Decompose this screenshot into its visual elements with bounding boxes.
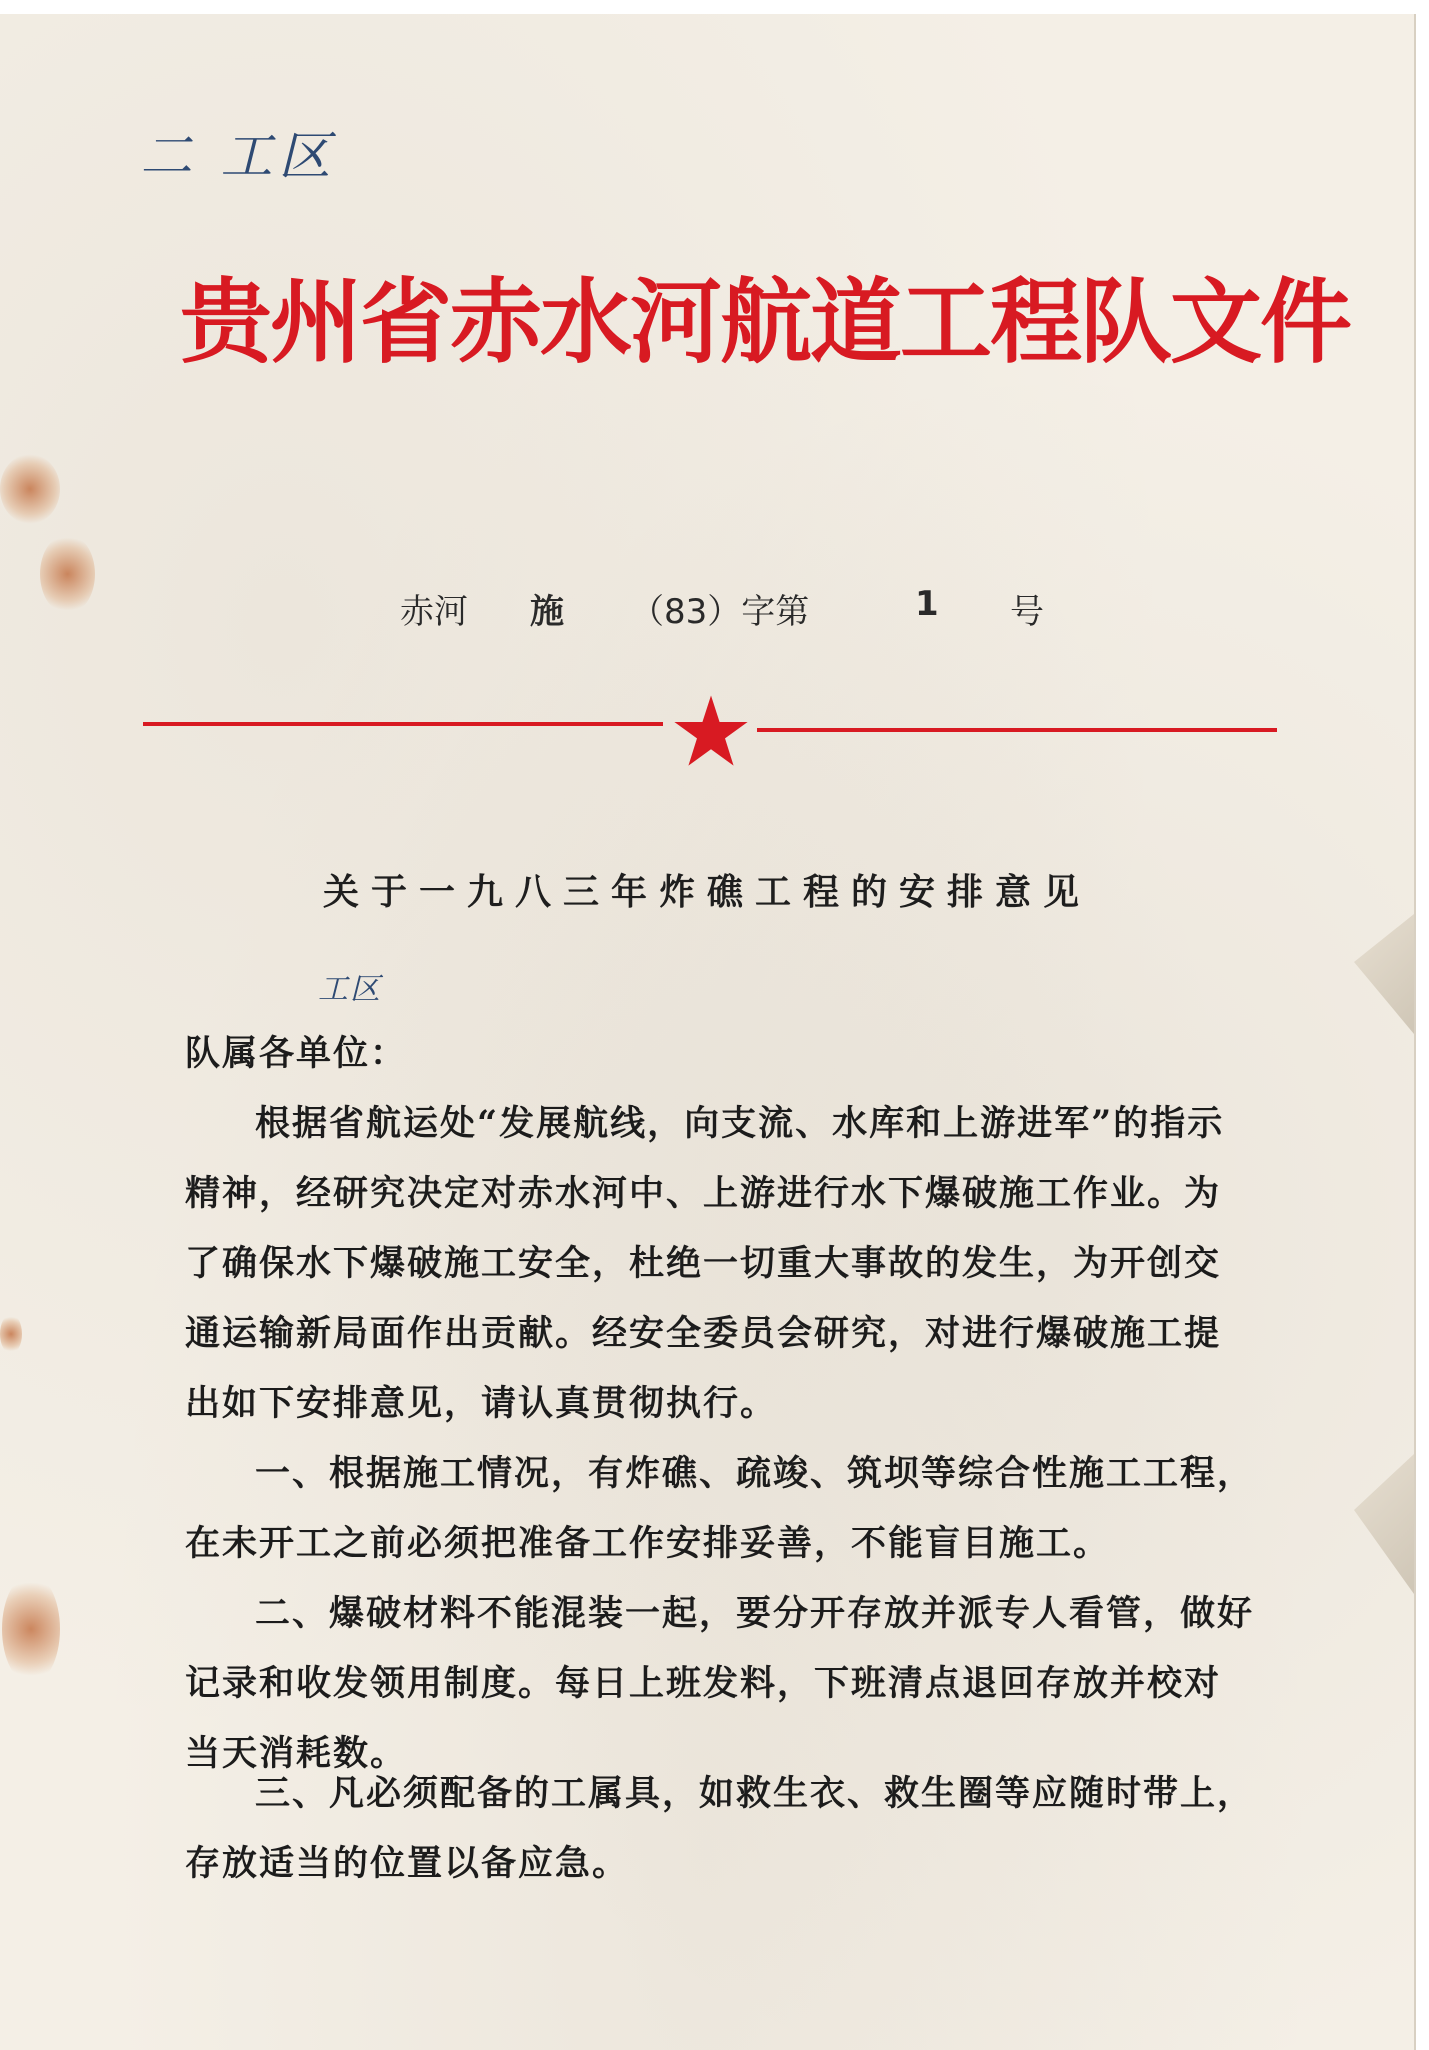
folded-corner — [1354, 914, 1414, 1034]
stain-mark — [2, 1574, 60, 1684]
red-divider-right — [757, 728, 1277, 732]
subject-heading: 关于一九八三年炸礁工程的安排意见 — [322, 871, 1091, 913]
doc-number-prefix: 赤河 — [400, 592, 468, 632]
salutation: 队属各单位： — [185, 1033, 408, 1074]
body-paragraph: 二、爆破材料不能混装一起，要分开存放并派专人看管，做好记录和收发领用制度。每日上班发料，下班清点退回存放并校对当天消耗数。 — [185, 1593, 1255, 1774]
doc-number-year: （83）字第 — [630, 592, 810, 632]
doc-number-dept: 施 — [530, 592, 564, 632]
handwritten-note: 工区 — [318, 972, 382, 1007]
document-number — [0, 584, 1414, 634]
folded-corner — [1354, 1454, 1414, 1594]
document-page — [0, 14, 1416, 2050]
stain-mark — [0, 454, 60, 524]
red-star-icon — [672, 694, 750, 768]
doc-number-suffix: 号 — [1010, 592, 1044, 632]
red-divider-left — [143, 722, 663, 726]
doc-number-number: 1 — [915, 584, 939, 624]
body-paragraph: 三、凡必须配备的工属具，如救生衣、救生圈等应随时带上，存放适当的位置以备应急。 — [185, 1773, 1255, 1884]
document-title: 贵州省赤水河航道工程队文件 — [180, 269, 1351, 376]
stain-mark — [0, 1314, 22, 1354]
handwritten-note: 二 工区 — [140, 127, 337, 187]
body-paragraph: 一、根据施工情况，有炸礁、疏竣、筑坝等综合性施工工程，在未开工之前必须把准备工作安排妥善，不能盲目施工。 — [185, 1453, 1255, 1564]
body-paragraph: 根据省航运处“发展航线，向支流、水库和上游进军”的指示精神，经研究决定对赤水河中、上游进行水下爆破施工作业。为了确保水下爆破施工安全，杜绝一切重大事故的发生，为开创交通运输新局面作出贡献。经安全委员会研究，对进行爆破施工提出如下安排意见，请认真贯彻执行。 — [185, 1103, 1225, 1424]
